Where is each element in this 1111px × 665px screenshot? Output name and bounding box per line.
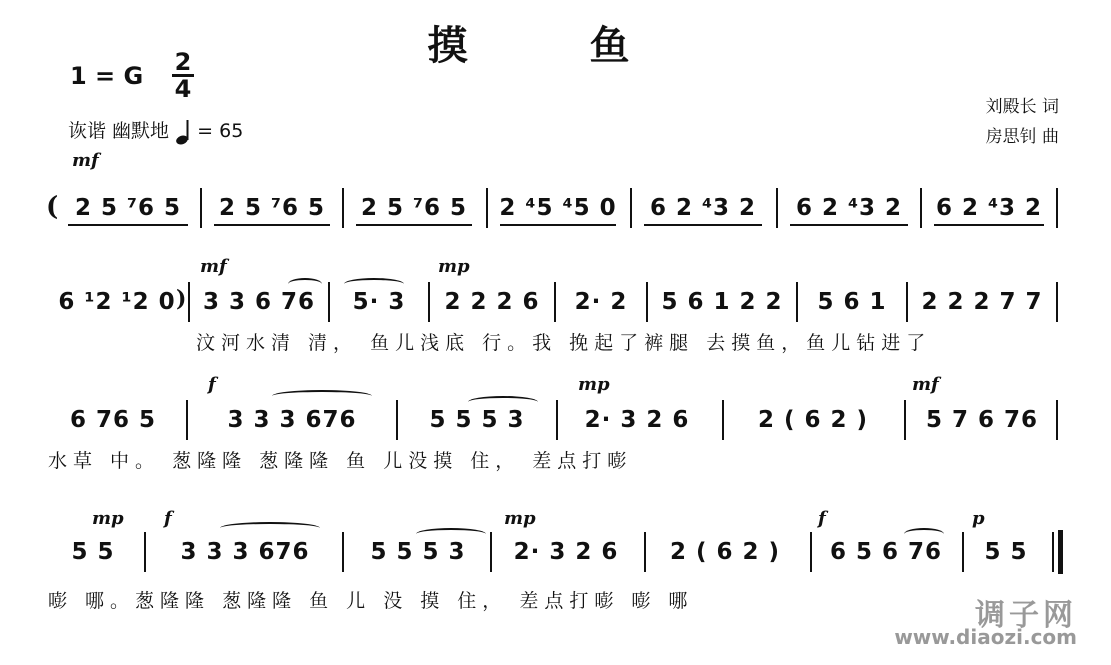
measure: 5 6 1 <box>817 289 887 315</box>
measure: 6 ¹2 ¹2 0 <box>58 289 176 315</box>
measure: 3 3 3 676 <box>180 539 310 565</box>
measure: 2 2 2 7 7 <box>921 289 1043 315</box>
measure: 5· 3 <box>352 289 406 315</box>
quarter-note-icon <box>175 119 191 145</box>
measure: 3 3 6 76 <box>202 289 316 315</box>
watermark-site-name: 调子网 <box>975 598 1077 633</box>
bpm-value: = 65 <box>197 120 244 142</box>
measure: 2 5 ⁷6 5 <box>360 195 468 221</box>
measure: 5 5 5 3 <box>429 407 525 433</box>
dynamic-mp: mp <box>578 374 610 395</box>
key-signature: 1 = G <box>70 62 144 90</box>
dynamic-mp: mp <box>504 508 536 529</box>
dynamic-f: f <box>208 374 216 395</box>
staff-line-1: ( 2 5 ⁷6 5 2 5 ⁷6 5 2 5 ⁷6 5 2 ⁴5 ⁴5 0 6 2 ⁴3 2 6 2 ⁴3 2 6 2 ⁴3 2 <box>58 192 1058 224</box>
staff-line-4 <box>58 536 1058 568</box>
tempo-marking <box>68 116 243 145</box>
lyricist-credit: 刘殿长 词 <box>985 97 1059 117</box>
measure: 6 76 5 <box>69 407 157 433</box>
measure: 6 5 6 76 <box>829 539 943 565</box>
measure: 5 5 <box>71 539 115 565</box>
composer-credit: 房思钊 曲 <box>985 127 1059 147</box>
measure: 2· 3 2 6 <box>513 539 619 565</box>
lyric-text: 水草 中。 葱隆隆 葱隆隆 鱼 儿没摸 住， 差点打嘭 <box>48 450 633 472</box>
measure: 2 5 ⁷6 5 <box>74 195 182 221</box>
measure: 2· 2 <box>574 289 628 315</box>
measure: 6 2 ⁴3 2 <box>795 195 903 221</box>
lyric-text: 嘭 哪。葱隆隆 葱隆隆 鱼 儿 没 摸 住， 差点打嘭 嘭 哪 <box>48 590 694 612</box>
dynamic-mp: mp <box>92 508 124 529</box>
dynamic-f: f <box>164 508 172 529</box>
measure: 2 5 ⁷6 5 <box>218 195 326 221</box>
time-signature-bottom: 4 <box>174 75 192 103</box>
measure: 2· 3 2 6 <box>584 407 690 433</box>
measure: 2 ( 6 2 ) <box>669 539 781 565</box>
measure: 5 6 1 2 2 <box>661 289 783 315</box>
measure: 2 ⁴5 ⁴5 0 <box>499 195 617 221</box>
dynamic-mf: mf <box>200 256 227 277</box>
time-signature <box>170 50 196 101</box>
time-signature-top: 2 <box>174 48 192 76</box>
measure: 2 2 2 6 <box>444 289 540 315</box>
measure: 5 5 5 3 <box>370 539 466 565</box>
song-title: 摸 鱼 <box>427 22 684 69</box>
measure: 6 2 ⁴3 2 <box>649 195 757 221</box>
dynamic-mp: mp <box>438 256 470 277</box>
dynamic-p: p <box>972 508 985 529</box>
staff-line-2: 6 ¹2 ¹2 0 ) 3 3 6 76 5· 3 2 2 2 6 2· 2 5 6 1 2 2 5 6 1 2 2 2 7 7 <box>58 286 1058 318</box>
measure: 6 2 ⁴3 2 <box>935 195 1043 221</box>
measure: 5 7 6 76 <box>925 407 1039 433</box>
expression-text: 诙谐 幽默地 <box>68 120 170 142</box>
measure: 5 5 <box>984 539 1028 565</box>
measure: 2 ( 6 2 ) <box>757 407 869 433</box>
lyric-text: 汶河水清 清， 鱼儿浅底 行。我 挽起了裤腿 去摸鱼，鱼儿钻进了 <box>196 332 932 354</box>
watermark-url: www.diaozi.com <box>894 625 1077 649</box>
dynamic-mf: mf <box>72 150 99 171</box>
dynamic-f: f <box>818 508 826 529</box>
staff-line-3 <box>58 404 1058 436</box>
dynamic-mf: mf <box>912 374 939 395</box>
measure: 3 3 3 676 <box>227 407 357 433</box>
